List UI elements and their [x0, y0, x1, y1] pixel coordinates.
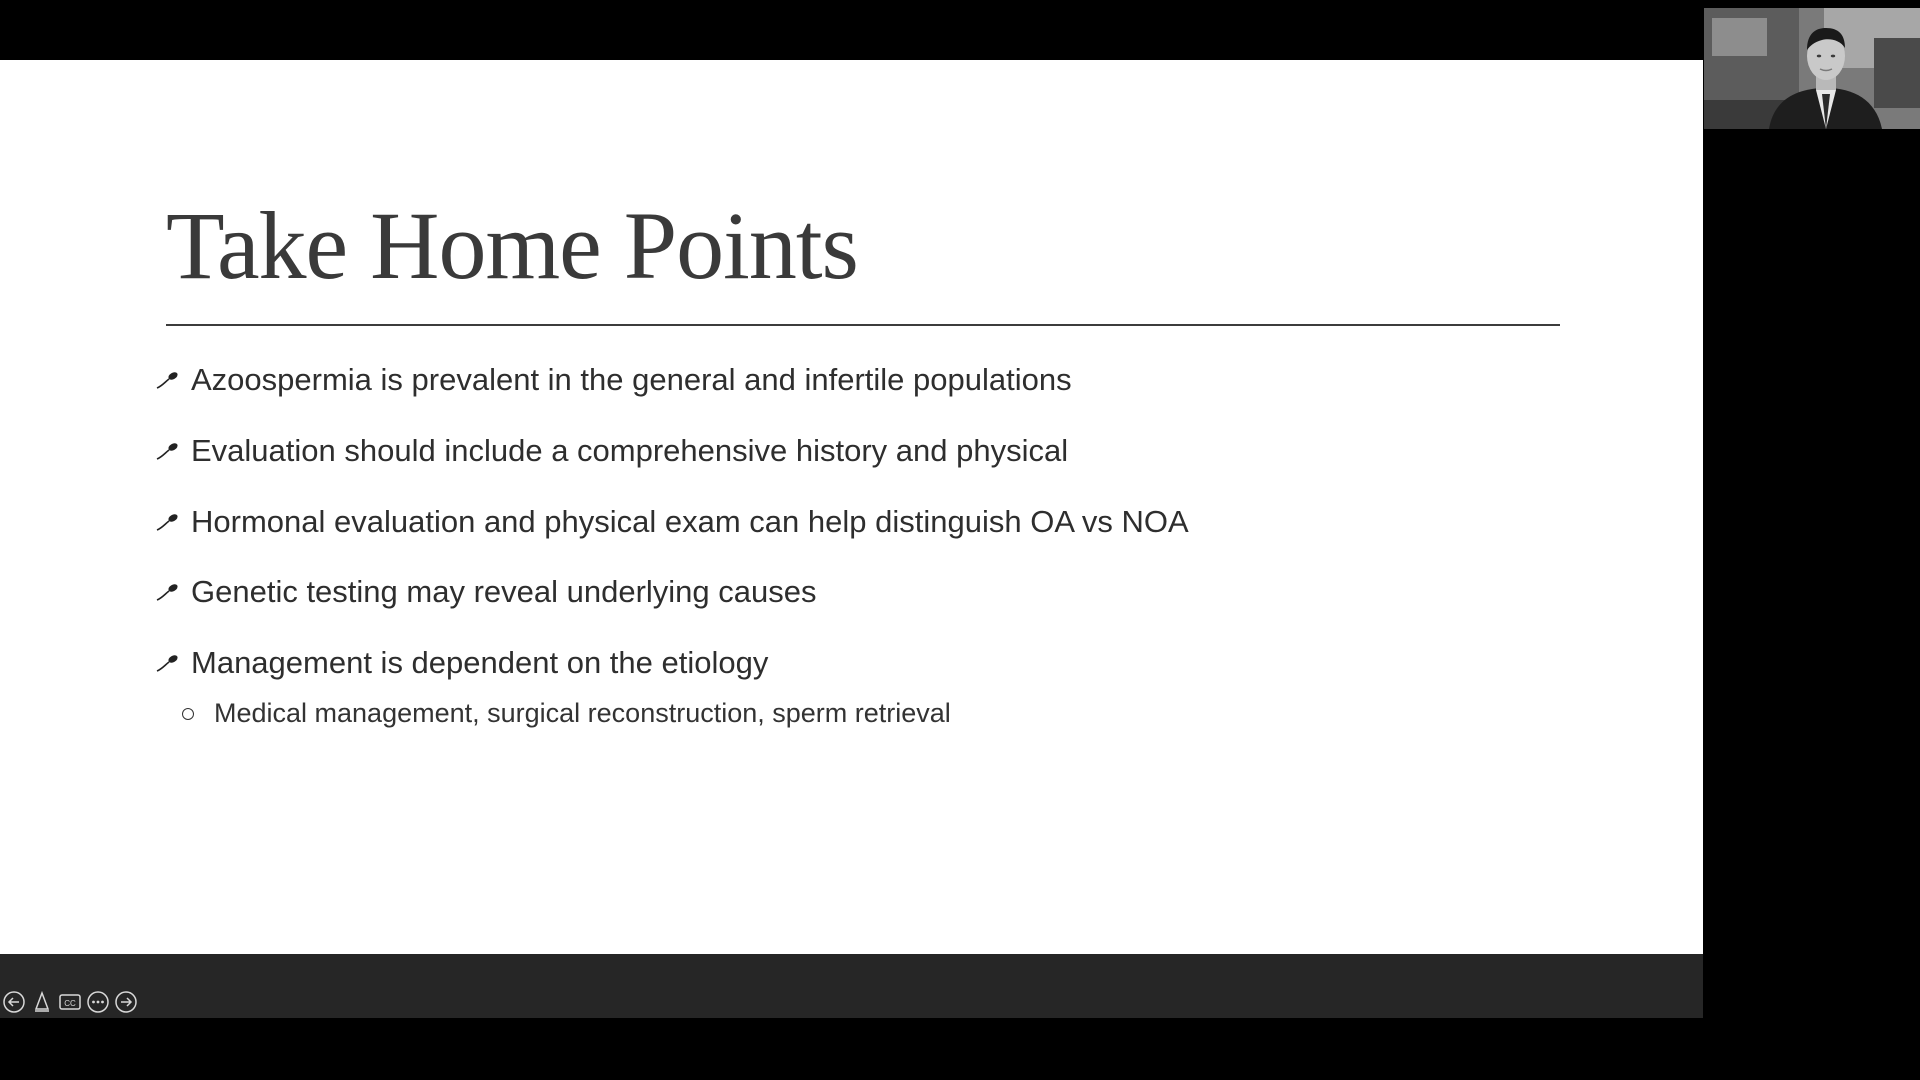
- title-divider: [166, 324, 1560, 326]
- bullet-text: Management is dependent on the etiology: [191, 645, 769, 680]
- bullet-item: [155, 433, 1068, 469]
- sub-bullet-text: Medical management, surgical reconstruction, sperm retrieval: [214, 698, 951, 728]
- slide-title: Take Home Points: [166, 192, 858, 299]
- sperm-bullet-icon: [155, 652, 181, 674]
- bullet-text: Azoospermia is prevalent in the general and infertile populations: [191, 362, 1072, 397]
- slideshow-controls: [2, 990, 138, 1014]
- slideshow-control-bar: [0, 954, 1703, 1018]
- sperm-bullet-icon: [155, 440, 181, 462]
- bullet-item: [155, 504, 1189, 540]
- sperm-bullet-icon: [155, 511, 181, 533]
- presenter-video-image: [1704, 8, 1920, 129]
- hollow-circle-bullet-icon: [182, 708, 194, 720]
- sub-bullet-item: [182, 698, 951, 729]
- sperm-bullet-icon: [155, 369, 181, 391]
- bullet-text: Genetic testing may reveal underlying causes: [191, 574, 817, 609]
- slide: [0, 60, 1703, 954]
- bullet-text: Hormonal evaluation and physical exam can help distinguish OA vs NOA: [191, 504, 1189, 539]
- bullet-item: [155, 362, 1072, 398]
- bullet-item: [155, 645, 768, 681]
- next-slide-icon[interactable]: [114, 990, 138, 1014]
- pen-icon[interactable]: [30, 990, 54, 1014]
- bullet-text: Evaluation should include a comprehensive history and physical: [191, 433, 1069, 468]
- previous-slide-icon[interactable]: [2, 990, 26, 1014]
- closed-captions-icon[interactable]: [58, 990, 82, 1014]
- sperm-bullet-icon: [155, 581, 181, 603]
- svg-text:CC: CC: [64, 999, 76, 1008]
- presenter-webcam: [1704, 8, 1920, 129]
- more-options-icon[interactable]: [86, 990, 110, 1014]
- bullet-item: [155, 574, 817, 610]
